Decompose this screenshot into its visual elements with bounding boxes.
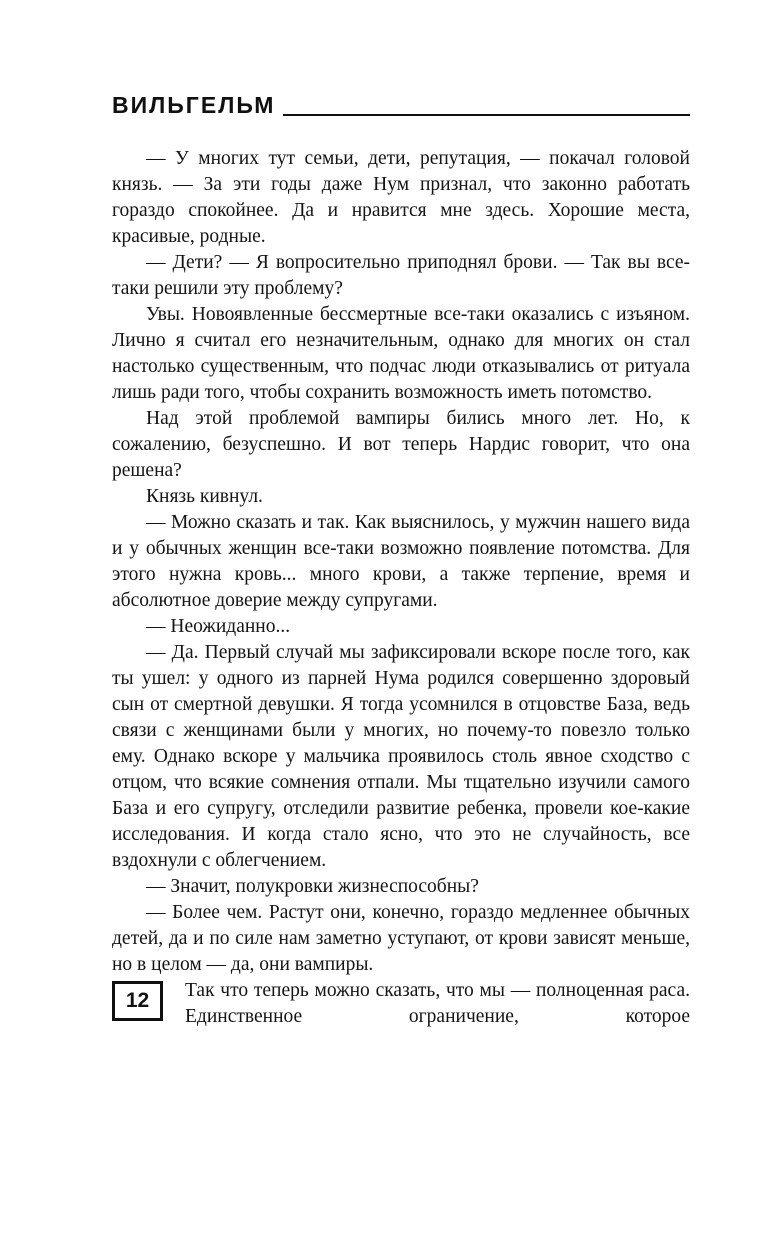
running-head [112,91,690,119]
page-footer-flow [112,978,690,1030]
paragraph: — Более чем. Растут они, конечно, гораздо медленнее обычных детей, да и по силе нам заметно уступают, от крови зависят меньше, но в целом — да, они вампиры. [112,902,690,975]
paragraph: — Можно сказать и так. Как выяснилось, у мужчин нашего вида и у обычных женщин все-таки возможно появление потомства. Для этого нужна кровь... много крови, а также терпение, время и абсолютное доверие между супругами. [112,512,690,611]
paragraph-continuation: Так что теперь можно сказать, что мы — полноценная раса. Единственное ограничение, которое [185,980,690,1027]
running-head-title: ВИЛЬГЕЛЬМ [112,91,276,119]
paragraph: — Да. Первый случай мы зафиксировали вскоре после того, как ты ушел: у одного из парней Нума родился совершенно здоровый сын от смертной девушки. Я тогда усомнился в отцовстве База, ведь связи с женщинами были у многих, но почему-то повезло только ему. Однако вскоре у мальчика проявилось столь явное сходство с отцом, что всякие сомнения отпали. Мы тщательно изучили самого База и его супругу, отследили развитие ребенка, провели кое-какие исследования. И когда стало ясно, что это не случайность, все вздохнули с облегчением. [112,642,690,871]
page-number: 12 [125,989,150,1012]
paragraph: — Значит, полукровки жизнеспособны? [146,876,479,897]
paragraph: — У многих тут семьи, дети, репутация, — покачал головой князь. — За эти годы даже Нум признал, что законно работать гораздо спокойнее. Да и нравится мне здесь. Хорошие места, красивые, родные. [112,148,690,247]
paragraph: — Неожиданно... [146,616,291,637]
paragraph: Увы. Новоявленные бессмертные все-таки оказались с изъяном. Лично я считал его незначительным, однако для многих он стал настолько существенным, что подчас люди отказывались от ритуала лишь ради того, чтобы сохранить возможность иметь потомство. [112,304,690,403]
paragraph: — Дети? — Я вопросительно приподнял брови. — Так вы все-таки решили эту проблему? [112,252,690,299]
paragraph: Над этой проблемой вампиры бились много лет. Но, к сожалению, безуспешно. И вот теперь Нардис говорит, что она решена? [112,408,690,481]
page-number-box [112,981,163,1021]
body-text-block [112,146,690,1030]
running-head-rule [283,114,690,116]
paragraph: Князь кивнул. [146,486,263,507]
